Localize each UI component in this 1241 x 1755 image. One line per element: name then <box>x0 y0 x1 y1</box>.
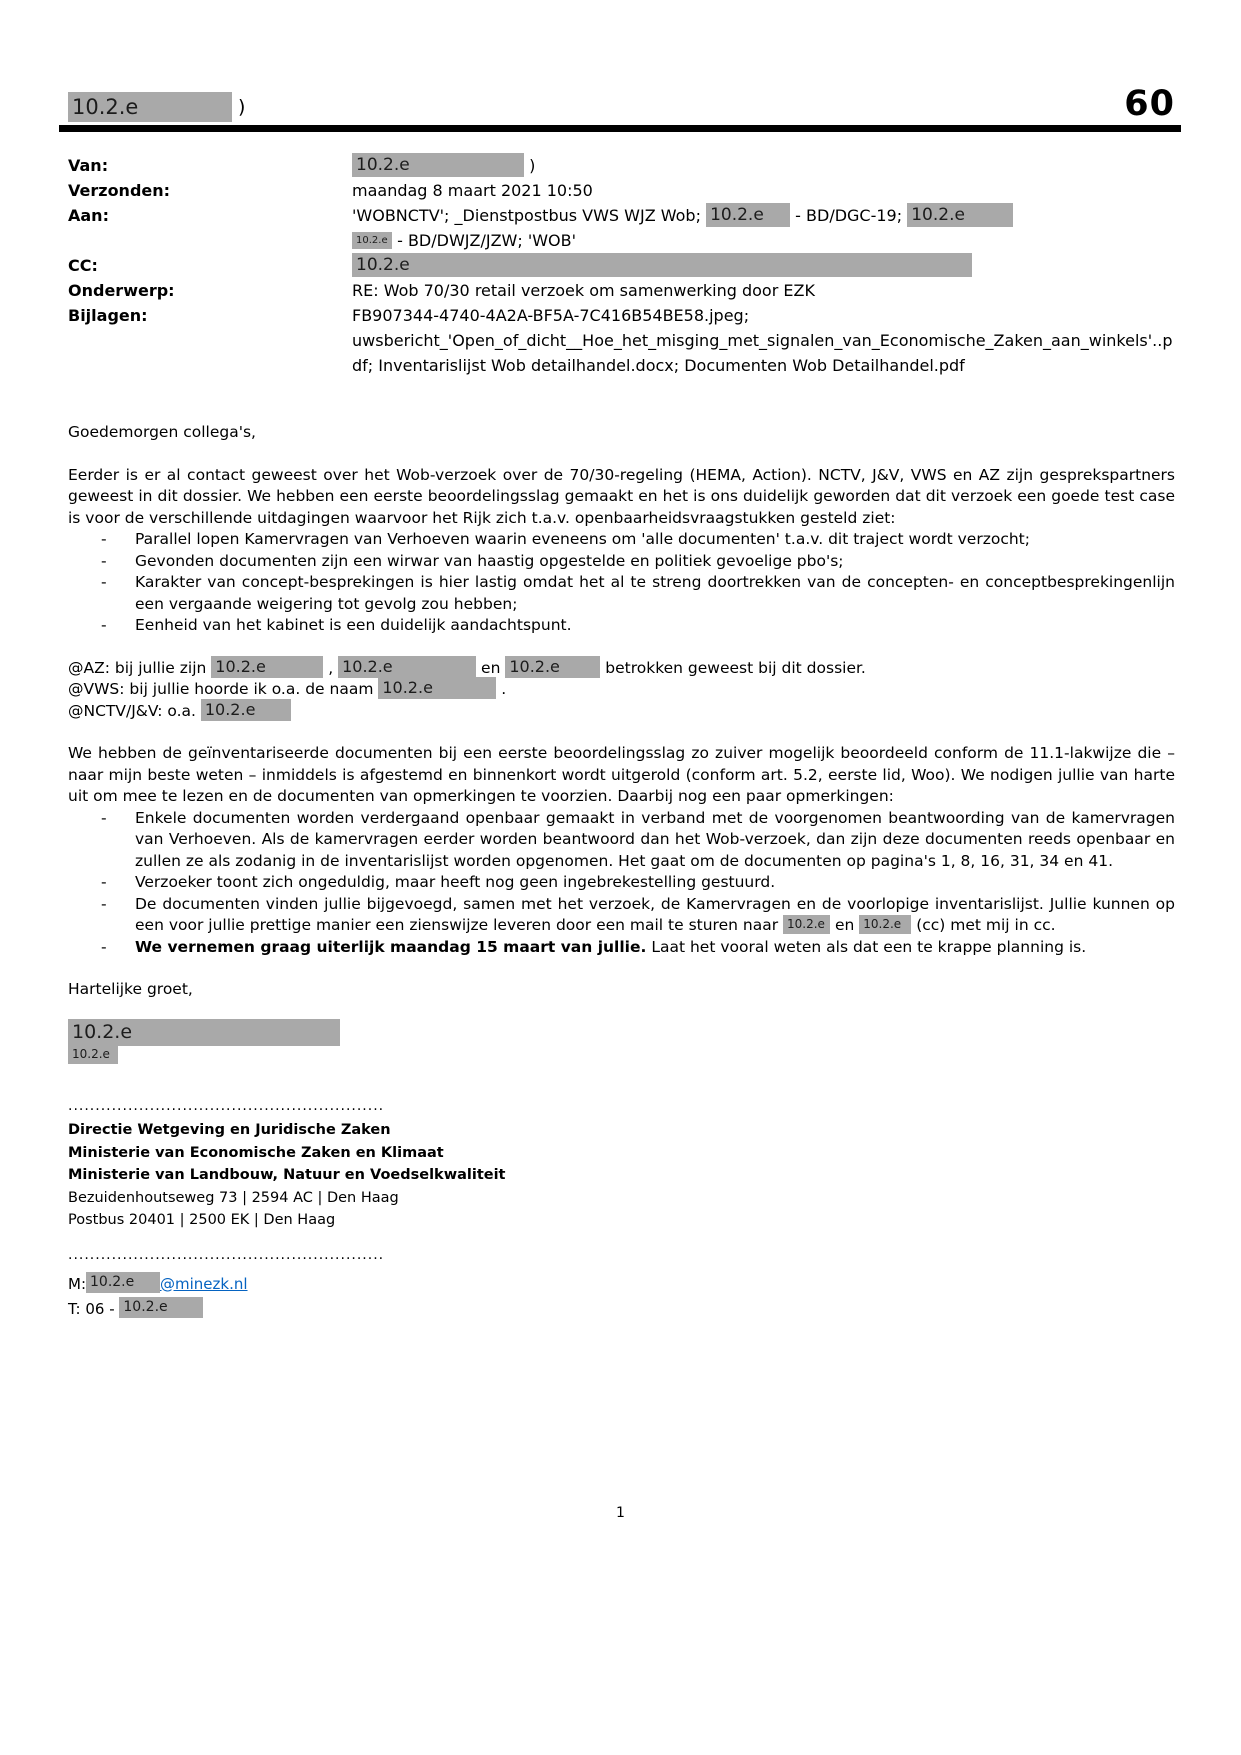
redaction-box: 10.2.e <box>783 915 830 934</box>
van-value <box>352 153 1175 178</box>
email-link[interactable]: @minezk.nl <box>160 1274 248 1293</box>
redaction-box: 10.2.e <box>859 915 911 934</box>
bullet-text <box>135 937 1175 959</box>
az-line <box>68 658 1175 680</box>
az-text-pre: @AZ: bij jullie zijn <box>68 658 207 677</box>
signature-name-redaction <box>68 1022 1175 1046</box>
phone-line <box>68 1297 1175 1322</box>
bullet-text-pre: De documenten vinden jullie bijgevoegd, samen met het verzoek, de Kamervragen en de voorlopige inventarislijst. Jullie kunnen op een voor jullie prettige manier een zienswijze leveren door een mail te sturen naar <box>135 894 1175 934</box>
bullet-text: Enkele documenten worden verdergaand openbaar gemaakt in verband met de voorgenomen beantwoording van de kamervragen van Verhoeven. Als de kamervragen eerder worden beantwoord dan het Wob-verzoek, dan zijn deze documenten reeds openbaar en zullen ze als zodanig in de inventarislijst worden opgenomen. Het gaat om de documenten op pagina's 1, 8, 16, 31, 34 en 41. <box>135 808 1175 870</box>
redaction-box: 10.2.e <box>907 203 1013 227</box>
phone-label: T: 06 - <box>68 1299 115 1318</box>
signature-divider-bottom: .......................................................... <box>68 1246 385 1263</box>
field-row-cc <box>68 253 1175 278</box>
list-item <box>68 872 1175 894</box>
redaction-box: 10.2.e <box>352 253 972 277</box>
redaction-box: 10.2.e <box>352 153 524 177</box>
signature-ministerie-lnv: Ministerie van Landbouw, Natuur en Voedselkwaliteit <box>68 1167 506 1183</box>
bullet-text-rest: Laat het vooral weten als dat een te krappe planning is. <box>651 937 1087 956</box>
van-label: Van: <box>68 156 109 175</box>
bullet-text: Parallel lopen Kamervragen van Verhoeven waarin eveneens om 'alle documenten' t.a.v. dit traject wordt verzocht; <box>135 530 1030 548</box>
paragraph-lakwijze: We hebben de geïnventariseerde documenten bij een eerste beoordelingsslag zo zuiver mogelijk beoordeeld conform de 11.1-lakwijze die – naar mijn beste weten – inmiddels is afgestemd en binnenkort wordt uitgerold (conform art. 5.2, eerste lid, Woo). We nodigen jullie van harte uit om mee te lezen en de documenten van opmerkingen te voorzien. Daarbij nog een paar opmerkingen: <box>68 744 1175 805</box>
signature-contact-block <box>68 1272 1175 1322</box>
az-en: en <box>481 658 501 677</box>
redaction-box: 10.2.e <box>378 677 496 699</box>
document-top-header <box>68 86 1175 122</box>
cc-label: CC: <box>68 256 98 275</box>
bullet-text-post: (cc) met mij in cc. <box>916 916 1056 934</box>
vws-line <box>68 679 1175 701</box>
redaction-box: 10.2.e <box>505 656 600 678</box>
deadline-bold-text: We vernemen graag uiterlijk maandag 15 maart van jullie. <box>135 937 647 956</box>
bullet-dash: - <box>101 530 107 548</box>
redaction-box: 10.2.e <box>86 1272 160 1293</box>
page-number-bottom: 1 <box>616 1505 625 1521</box>
page-number-top: 60 <box>1124 84 1175 124</box>
bullet-text <box>135 894 1175 937</box>
az-comma: , <box>328 658 334 677</box>
redaction-box: 10.2.e <box>201 699 291 721</box>
redaction-box: 10.2.e <box>68 1045 118 1064</box>
bullet-dash: - <box>101 573 107 591</box>
redaction-box: 10.2.e <box>68 92 232 122</box>
bullet-text: Karakter van concept-besprekingen is hier lastig omdat het al te streng doortrekken van de concepten- en conceptbesprekingenlijn een vergaande weigering tot gevolg zou hebben; <box>135 573 1175 613</box>
list-item <box>68 572 1175 615</box>
email-header-fields <box>68 153 1175 378</box>
aan-label: Aan: <box>68 206 109 225</box>
bullet-list-1 <box>68 529 1175 637</box>
az-text-post: betrokken geweest bij dit dossier. <box>605 658 866 677</box>
redaction-box: 10.2.e <box>352 232 392 249</box>
email-body <box>68 422 1175 1322</box>
list-item <box>68 529 1175 551</box>
signature-role-redaction <box>68 1046 1175 1068</box>
field-row-verzonden <box>68 178 1175 203</box>
aan-value <box>352 203 1175 253</box>
list-item <box>68 808 1175 873</box>
aan-text-1: 'WOBNCTV'; _Dienstpostbus VWS WJZ Wob; <box>352 206 701 225</box>
bullet-list-2 <box>68 808 1175 959</box>
verzonden-label: Verzonden: <box>68 181 171 200</box>
field-row-van <box>68 153 1175 178</box>
signature-org-block <box>68 1119 1175 1232</box>
onderwerp-label: Onderwerp: <box>68 281 175 300</box>
bullet-dash: - <box>101 894 107 913</box>
aan-text-2: - BD/DGC-19; <box>795 206 903 225</box>
bullet-dash: - <box>101 873 107 891</box>
signature-address-postal: Postbus 20401 | 2500 EK | Den Haag <box>68 1212 336 1228</box>
mobile-line <box>68 1272 1175 1297</box>
field-row-bijlagen <box>68 303 1175 378</box>
redaction-box: 10.2.e <box>338 656 476 678</box>
field-row-aan <box>68 203 1175 253</box>
header-divider-rule <box>59 125 1181 132</box>
bijlagen-label: Bijlagen: <box>68 306 148 325</box>
signature-ministerie-ezk: Ministerie van Economische Zaken en Klimaat <box>68 1144 444 1161</box>
onderwerp-value: RE: Wob 70/30 retail verzoek om samenwerking door EZK <box>352 281 815 300</box>
redaction-box: 10.2.e <box>68 1019 340 1046</box>
bullet-text: Eenheid van het kabinet is een duidelijk aandachtspunt. <box>135 616 572 634</box>
field-row-onderwerp <box>68 278 1175 303</box>
bullet-dash: - <box>101 616 107 634</box>
aan-text-3: - BD/DWJZ/JZW; 'WOB' <box>397 231 577 250</box>
bullet-text-en: en <box>834 916 855 934</box>
header-paren: ) <box>238 96 246 118</box>
list-item <box>68 615 1175 637</box>
bullet-dash: - <box>101 808 107 827</box>
redaction-box: 10.2.e <box>706 203 790 227</box>
bullet-text: Gevonden documenten zijn een wirwar van haastig opgestelde en politiek gevoelige pbo's; <box>135 551 844 570</box>
paragraph-intro: Eerder is er al contact geweest over het Wob-verzoek over de 70/30-regeling (HEMA, Action). NCTV, J&V, VWS en AZ zijn gesprekspartners geweest in dit dossier. We hebben een eerste beoordelingsslag gemaakt en het is ons duidelijk geworden dat dit verzoek een goede test case is voor de verschillende uitdagingen waarvoor het Rijk zich t.a.v. openbaarheidsvraagstukken gesteld ziet: <box>68 465 1175 527</box>
redaction-box: 10.2.e <box>119 1297 203 1318</box>
mobile-label: M: <box>68 1274 86 1293</box>
stakeholders-block <box>68 658 1175 723</box>
signature-address-visit: Bezuidenhoutseweg 73 | 2594 AC | Den Haag <box>68 1189 399 1206</box>
bullet-dash: - <box>101 937 107 956</box>
signature-divider-top: .......................................................... <box>68 1098 385 1114</box>
bijlagen-value: FB907344-4740-4A2A-BF5A-7C416B54BE58.jpeg; uwsbericht_'Open_of_dicht__Hoe_het_misging_met_signalen_van_Economische_Zaken_aan_winkels'..pdf; Inventarislijst Wob detailhandel.docx; Documenten Wob Detailhandel.pdf <box>352 306 1173 375</box>
list-item <box>68 551 1175 573</box>
vws-text-post: . <box>501 680 507 698</box>
list-item <box>68 937 1175 959</box>
cc-value <box>352 253 1175 278</box>
bullet-text: Verzoeker toont zich ongeduldig, maar heeft nog geen ingebrekestelling gestuurd. <box>135 873 776 891</box>
list-item <box>68 894 1175 937</box>
signature-directie: Directie Wetgeving en Juridische Zaken <box>68 1122 391 1138</box>
verzonden-value: maandag 8 maart 2021 10:50 <box>352 181 593 200</box>
van-paren: ) <box>529 156 536 175</box>
nctv-line <box>68 701 1175 723</box>
bullet-dash: - <box>101 551 107 570</box>
nctv-text-pre: @NCTV/J&V: o.a. <box>68 701 196 720</box>
vws-text-pre: @VWS: bij jullie hoorde ik o.a. de naam <box>68 680 374 698</box>
greeting: Goedemorgen collega's, <box>68 423 256 441</box>
redaction-box: 10.2.e <box>211 656 323 678</box>
header-redaction-area <box>68 92 245 122</box>
closing-salutation: Hartelijke groet, <box>68 980 193 998</box>
